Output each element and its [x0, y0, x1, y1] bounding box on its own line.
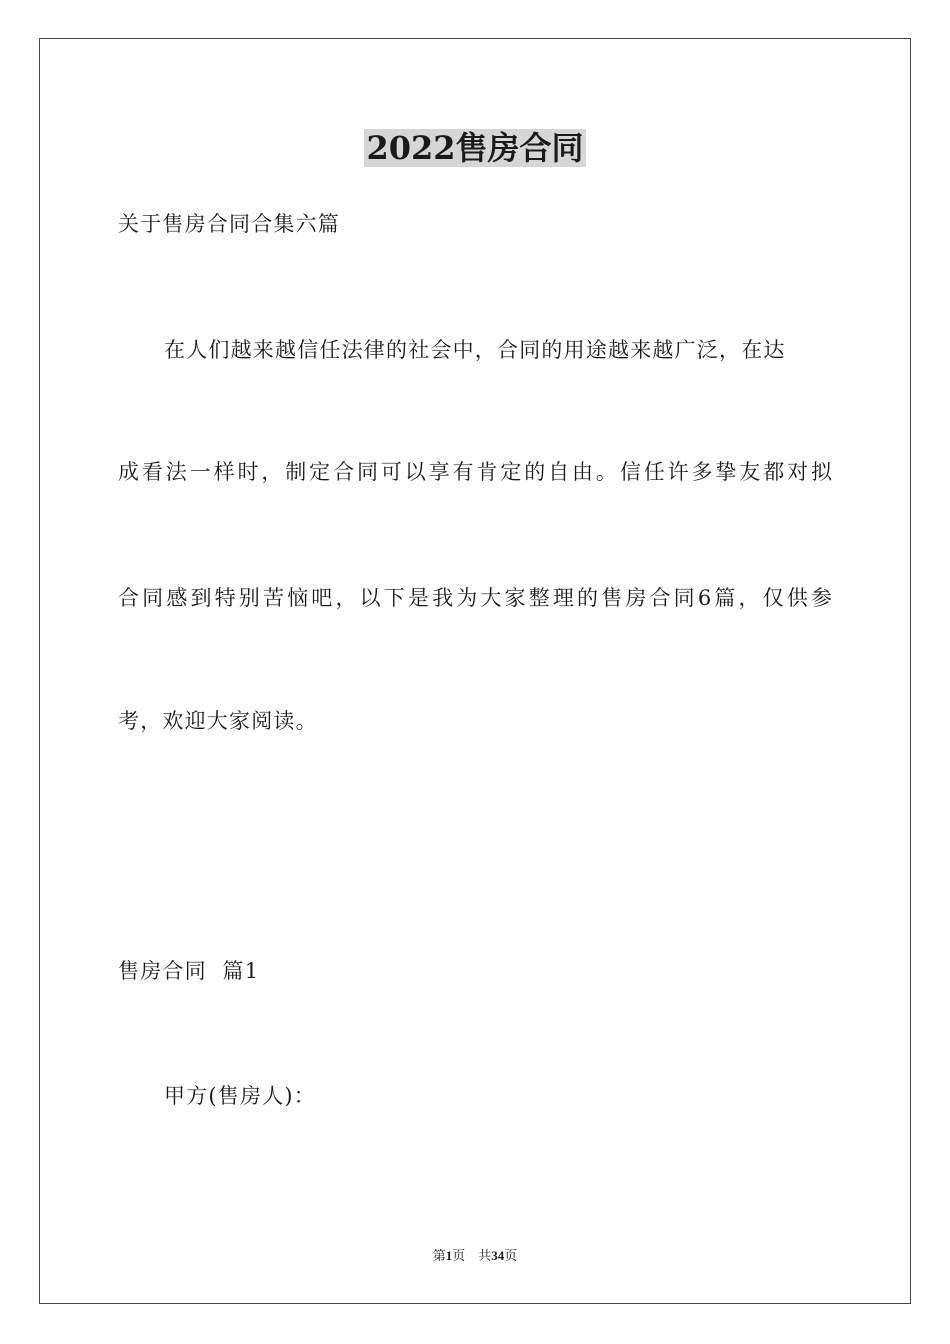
- document-title-text: 2022售房合同: [366, 129, 584, 167]
- document-title: [0, 126, 950, 170]
- footer-total-pages: 34: [491, 1248, 505, 1263]
- document-subtitle: 关于售房合同合集六篇: [118, 212, 340, 236]
- page-footer: [0, 1247, 950, 1265]
- section-heading: 售房合同 篇1: [118, 959, 260, 983]
- footer-page-suffix: 页: [452, 1248, 466, 1263]
- footer-total-prefix: 共: [478, 1248, 492, 1263]
- footer-page-number: 1: [445, 1248, 453, 1263]
- intro-line-2: 成看法一样时，制定合同可以享有肯定的自由。信任许多挚友都对拟: [118, 460, 832, 484]
- intro-line-3: 合同感到特别苦恼吧，以下是我为大家整理的售房合同6篇，仅供参: [118, 586, 832, 610]
- footer-page-prefix: 第: [432, 1248, 446, 1263]
- intro-line-1: 在人们越来越信任法律的社会中，合同的用途越来越广泛，在达: [164, 338, 786, 362]
- party-a-label: 甲方(售房人)：: [164, 1084, 316, 1108]
- footer-total-suffix: 页: [504, 1248, 518, 1263]
- intro-line-4: 考，欢迎大家阅读。: [118, 709, 318, 733]
